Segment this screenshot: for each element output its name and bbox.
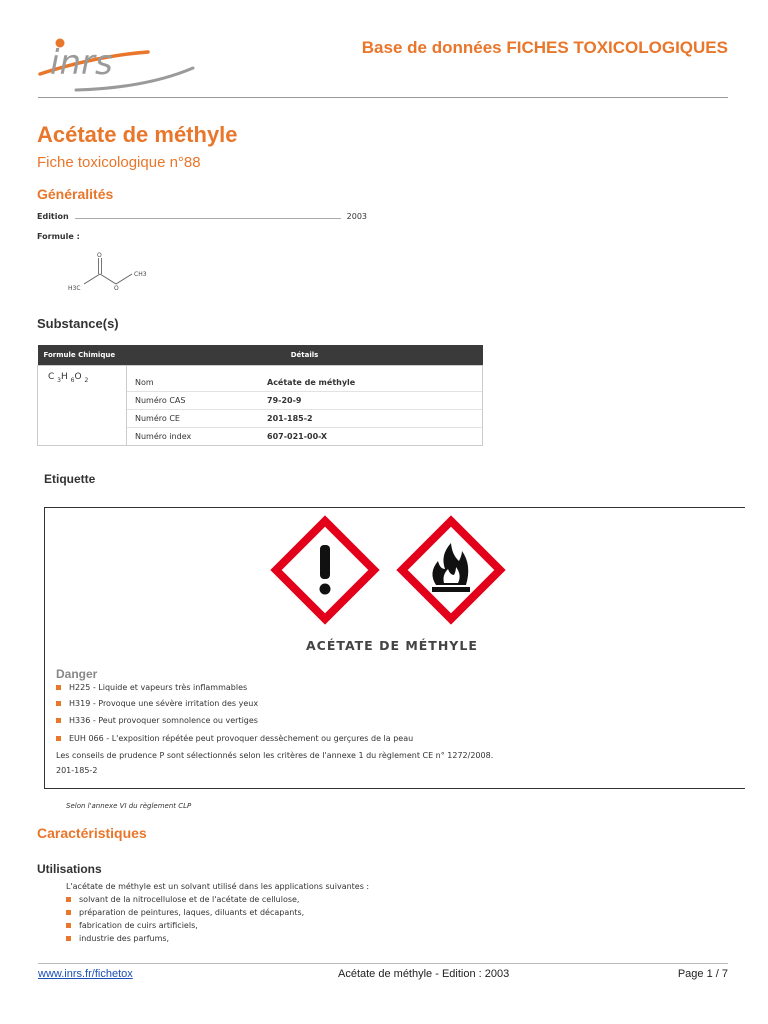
col-formula-header: Formule Chimique (38, 345, 127, 366)
bullet-icon (66, 910, 71, 915)
list-item: solvant de la nitrocellulose et de l'acétate de cellulose, (66, 895, 299, 904)
list-item: H225 - Liquide et vapeurs très inflammables (56, 683, 247, 692)
details-cell (127, 366, 483, 446)
table-row: Numéro CAS 79-20-9 (127, 392, 482, 410)
list-item: EUH 066 - L'exposition répétée peut provoquer dessèchement ou gerçures de la peau (56, 734, 413, 743)
fichetox-link[interactable]: www.inrs.fr/fichetox (38, 968, 133, 980)
hazard-pictograms (270, 515, 510, 625)
atom-h3c: H3C (68, 285, 81, 292)
page-title: Acétate de méthyle (37, 122, 238, 147)
list-item: industrie des parfums, (66, 934, 169, 943)
substances-heading: Substance(s) (37, 316, 119, 331)
list-item: H319 - Provoque une sévère irritation des yeux (56, 699, 258, 708)
table-row: Numéro CE 201-185-2 (127, 410, 482, 428)
atom-ch3: CH3 (134, 271, 147, 278)
bullet-icon (56, 685, 61, 690)
logo-text: inrs (50, 43, 113, 83)
substance-table (37, 345, 483, 446)
generalites-heading: Généralités (37, 186, 114, 202)
atom-o-carbonyl: O (97, 252, 102, 259)
signal-word: Danger (56, 667, 98, 681)
header-divider (38, 97, 728, 98)
list-item: H336 - Peut provoquer somnolence ou vertiges (56, 716, 258, 725)
fiche-number: Fiche toxicologique n°88 (37, 154, 201, 171)
clp-note: Selon l'annexe VI du règlement CLP (66, 802, 192, 810)
utilisations-heading: Utilisations (37, 862, 102, 876)
footer-divider (38, 963, 728, 964)
chemical-formula: C $_3$H $_6$O $_2$ (38, 366, 127, 446)
inrs-logo (36, 32, 196, 94)
bullet-icon (66, 936, 71, 941)
prudence-text: Les conseils de prudence P sont sélectionnés selon les critères de l'annexe 1 du règlement CE n° 1272/2008. (56, 751, 494, 760)
footer-title: Acétate de méthyle - Edition : 2003 (338, 968, 510, 980)
caracteristiques-heading: Caractéristiques (37, 825, 147, 841)
utilisations-intro: L'acétate de méthyle est un solvant utilisé dans les applications suivantes : (66, 882, 370, 891)
list-item: fabrication de cuirs artificiels, (66, 921, 198, 930)
formula-label: Formule : (37, 232, 80, 241)
flame-icon (398, 517, 504, 623)
edition-value: 2003 (346, 212, 367, 221)
label-substance-name: ACÉTATE DE MÉTHYLE (306, 638, 478, 653)
bullet-icon (66, 897, 71, 902)
bullet-icon (56, 736, 61, 741)
etiquette-heading: Etiquette (44, 472, 96, 486)
bullet-icon (56, 701, 61, 706)
page-number: Page 1 / 7 (677, 968, 728, 980)
ce-number: 201-185-2 (56, 766, 98, 775)
list-item: préparation de peintures, laques, diluants et décapants, (66, 908, 304, 917)
edition-row (37, 212, 367, 221)
bullet-icon (66, 923, 71, 928)
database-title: Base de données FICHES TOXICOLOGIQUES (361, 38, 728, 57)
leader-line (75, 212, 341, 219)
edition-label: Edition (37, 212, 69, 221)
table-row: Nom Acétate de méthyle (135, 378, 356, 387)
col-details-header: Détails (127, 345, 483, 366)
table-row: Numéro index 607-021-00-X (127, 428, 482, 446)
exclamation-mark-icon (272, 517, 378, 623)
atom-o-ester: O (114, 285, 119, 292)
bullet-icon (56, 718, 61, 723)
structural-formula (64, 248, 160, 296)
